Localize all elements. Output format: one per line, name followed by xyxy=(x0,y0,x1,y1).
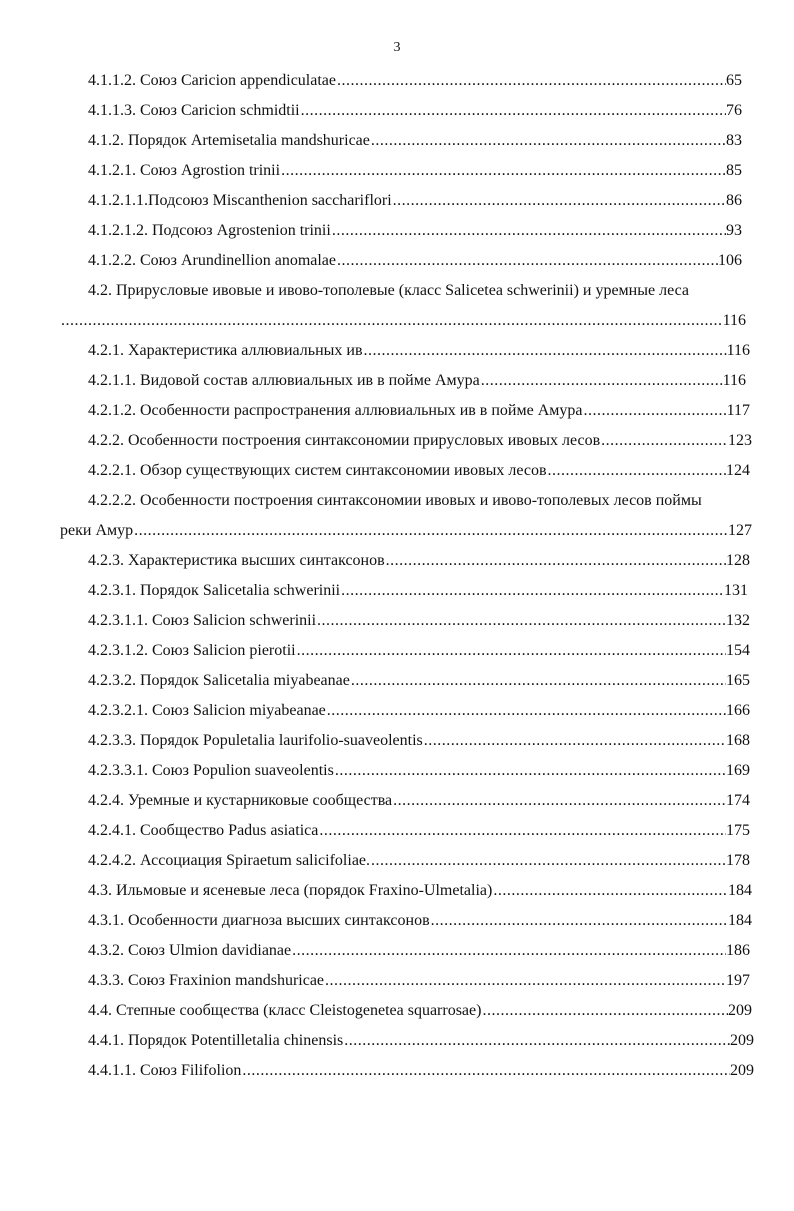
toc-entry-title: 4.1.2.1.1.Подсоюз Miscanthenion sacchariflori xyxy=(88,192,392,209)
toc-row-4-2-2 xyxy=(0,426,794,456)
dot-leader xyxy=(241,1056,730,1086)
toc-entry-page: 209 xyxy=(730,1032,754,1049)
toc-row-4-2-3 xyxy=(0,546,794,576)
toc-entry xyxy=(88,846,750,876)
toc-entry-title: 4.2.1. Характеристика аллювиальных ив xyxy=(88,342,363,359)
toc-entry-page: 83 xyxy=(726,132,742,149)
toc-entry xyxy=(88,456,750,486)
toc-entry-page: 127 xyxy=(728,522,752,539)
toc-entry xyxy=(88,546,750,576)
toc-entry-page: 209 xyxy=(730,1062,754,1079)
toc-row-4-2-3-1-1 xyxy=(0,606,794,636)
toc-entry-title: 4.2.2.1. Обзор существующих систем синтаксономии ивовых лесов xyxy=(88,462,547,479)
toc-entry xyxy=(88,216,742,246)
dot-leader xyxy=(385,546,726,576)
toc-entry-page: 116 xyxy=(722,312,746,329)
toc-entry-title: 4.2.1.2. Особенности распространения аллювиальных ив в пойме Амура xyxy=(88,402,583,419)
toc-entry-page: 123 xyxy=(728,432,752,449)
toc-entry-title: 4.4. Степные сообщества (класс Cleistogenetea squarrosae) xyxy=(88,1002,482,1019)
toc-entry-title: 4.1.2.1.2. Подсоюз Agrostenion trinii xyxy=(88,222,331,239)
toc-entry-page: 65 xyxy=(726,72,742,89)
toc-entry-page: 132 xyxy=(726,612,750,629)
toc-entry-page: 178 xyxy=(726,852,750,869)
toc-entry-title: 4.3.1. Особенности диагноза высших синтаксонов xyxy=(88,912,430,929)
dot-leader xyxy=(350,666,726,696)
toc-entry-title: 4.2.3.3.1. Союз Populion suaveolentis xyxy=(88,762,334,779)
toc-entry-page: 184 xyxy=(728,882,752,899)
toc-entry-title: 4.2.2. Особенности построения синтаксономии прирусловых ивовых лесов xyxy=(88,432,601,449)
table-of-contents xyxy=(0,66,794,1086)
dot-leader xyxy=(430,906,728,936)
toc-entry-title: 4.4.1.1. Союз Filifolion xyxy=(88,1062,242,1079)
toc-entry xyxy=(88,126,742,156)
dot-leader xyxy=(340,576,724,606)
toc-row-4-1-2-1-2 xyxy=(0,216,794,246)
toc-entry xyxy=(88,696,750,726)
dot-leader xyxy=(600,426,728,456)
toc-row-4-2-3-2-1 xyxy=(0,696,794,726)
toc-entry-page: 154 xyxy=(726,642,750,659)
toc-row-4-2-3-3-1 xyxy=(0,756,794,786)
toc-row-4-2-2-2-line1 xyxy=(0,486,794,516)
toc-entry-page: 169 xyxy=(726,762,750,779)
dot-leader xyxy=(481,996,728,1026)
toc-entry xyxy=(60,306,746,336)
toc-entry-page: 128 xyxy=(726,552,750,569)
toc-entry xyxy=(88,606,750,636)
toc-entry-page: 116 xyxy=(726,342,750,359)
dot-leader xyxy=(60,306,723,336)
toc-entry-title: 4.2.4. Уремные и кустарниковые сообщества xyxy=(88,792,393,809)
toc-entry xyxy=(88,366,746,396)
dot-leader xyxy=(392,186,726,216)
toc-row-4-2-4-1 xyxy=(0,816,794,846)
dot-leader xyxy=(324,966,726,996)
toc-entry-page: 166 xyxy=(726,702,750,719)
dot-leader xyxy=(336,246,718,276)
toc-entry-page: 165 xyxy=(726,672,750,689)
toc-entry-page: 186 xyxy=(726,942,750,959)
toc-row-4-3 xyxy=(0,876,794,906)
toc-row-4-2-4-2 xyxy=(0,846,794,876)
toc-row-4-2-1 xyxy=(0,336,794,366)
toc-row-4-2-3-2 xyxy=(0,666,794,696)
dot-leader xyxy=(363,336,727,366)
toc-row-4-2-3-1-2 xyxy=(0,636,794,666)
dot-leader xyxy=(480,366,723,396)
dot-leader xyxy=(423,726,726,756)
toc-entry-title: 4.1.2. Порядок Artemisetalia mandshuricae xyxy=(88,132,370,149)
toc-entry-page: 85 xyxy=(726,162,742,179)
toc-entry-title: 4.4.1. Порядок Potentilletalia chinensis xyxy=(88,1032,344,1049)
dot-leader xyxy=(300,96,726,126)
toc-row-4-2-4 xyxy=(0,786,794,816)
toc-row-4-4-1-1 xyxy=(0,1056,794,1086)
dot-leader xyxy=(370,846,726,876)
toc-entry-title: 4.2.3.1.2. Союз Salicion pierotii xyxy=(88,642,296,659)
toc-entry xyxy=(88,786,750,816)
toc-row-4-1-2 xyxy=(0,126,794,156)
toc-row-4-3-1 xyxy=(0,906,794,936)
toc-entry xyxy=(88,156,742,186)
toc-entry xyxy=(88,576,748,606)
toc-entry-title: 4.2.3.2.1. Союз Salicion miyabeanae xyxy=(88,702,326,719)
toc-entry-title: 4.2.4.2. Ассоциация Spiraetum salicifoliae. xyxy=(88,852,371,869)
toc-row-4-2-3-3 xyxy=(0,726,794,756)
dot-leader xyxy=(318,816,726,846)
toc-entry-page: 86 xyxy=(726,192,742,209)
toc-row-4-3-3 xyxy=(0,966,794,996)
toc-entry-title: 4.1.2.2. Союз Arundinellion anomalae xyxy=(88,252,337,269)
dot-leader xyxy=(370,126,726,156)
toc-entry xyxy=(88,246,742,276)
toc-entry-page: 209 xyxy=(728,1002,752,1019)
dot-leader xyxy=(291,936,726,966)
toc-entry xyxy=(88,726,750,756)
toc-entry-title: 4.3. Ильмовые и ясеневые леса (порядок Fraxino-Ulmetalia) xyxy=(88,882,493,899)
toc-row-4-2-line2 xyxy=(0,306,794,336)
toc-entry xyxy=(88,1026,754,1056)
toc-entry-title: 4.2.3.2. Порядок Salicetalia miyabeanae xyxy=(88,672,350,689)
dot-leader xyxy=(280,156,726,186)
toc-entry xyxy=(88,816,750,846)
toc-entry-page: 124 xyxy=(726,462,750,479)
toc-entry-page: 76 xyxy=(726,102,742,119)
toc-row-4-1-1-3 xyxy=(0,96,794,126)
toc-row-4-1-1-2 xyxy=(0,66,794,96)
toc-entry xyxy=(88,636,750,666)
toc-entry-page: 131 xyxy=(724,582,748,599)
toc-row-4-1-2-2 xyxy=(0,246,794,276)
toc-entry-title: 4.1.1.3. Союз Caricion schmidtii xyxy=(88,102,300,119)
toc-entry xyxy=(60,516,752,546)
toc-entry-title: 4.3.3. Союз Fraxinion mandshuricae xyxy=(88,972,325,989)
toc-entry xyxy=(88,1056,754,1086)
dot-leader xyxy=(547,456,726,486)
toc-entry-title: 4.2.3.1. Порядок Salicetalia schwerinii xyxy=(88,582,341,599)
toc-entry-title: 4.2.3.3. Порядок Populetalia laurifolio-suaveolentis xyxy=(88,732,423,749)
toc-entry-page: 93 xyxy=(726,222,742,239)
toc-entry-page: 116 xyxy=(722,372,746,389)
dot-leader xyxy=(343,1026,730,1056)
toc-row-4-2-1-2 xyxy=(0,396,794,426)
toc-entry-title: 4.3.2. Союз Ulmion davidianae xyxy=(88,942,292,959)
toc-entry-page: 175 xyxy=(726,822,750,839)
toc-entry-page: 197 xyxy=(726,972,750,989)
toc-row-4-4-1 xyxy=(0,1026,794,1056)
toc-entry-page: 117 xyxy=(726,402,750,419)
dot-leader xyxy=(492,876,728,906)
page-number: 3 xyxy=(393,40,401,55)
toc-row-4-2-2-1 xyxy=(0,456,794,486)
toc-entry-title: 4.2. Прирусловые ивовые и ивово-тополевые (класс Salicetea schwerinii) и уремные леса xyxy=(88,282,689,299)
toc-entry-title: 4.2.3.1.1. Союз Salicion schwerinii xyxy=(88,612,317,629)
toc-row-4-4 xyxy=(0,996,794,1026)
toc-entry-title: 4.2.3. Характеристика высших синтаксонов xyxy=(88,552,385,569)
dot-leader xyxy=(133,516,728,546)
toc-entry xyxy=(88,936,750,966)
toc-entry-page: 106 xyxy=(718,252,742,269)
toc-entry xyxy=(88,876,752,906)
toc-row-4-2-2-2-line2 xyxy=(0,516,794,546)
toc-entry-title: 4.2.2.2. Особенности построения синтаксономии ивовых и ивово-тополевых лесов поймы xyxy=(88,492,702,509)
dot-leader xyxy=(334,756,726,786)
toc-entry-title: 4.1.1.2. Союз Caricion appendiculatae xyxy=(88,72,336,89)
toc-entry-title-continued: реки Амур xyxy=(60,522,134,539)
toc-row-4-2-1-1 xyxy=(0,366,794,396)
toc-entry-page: 168 xyxy=(726,732,750,749)
dot-leader xyxy=(316,606,726,636)
dot-leader xyxy=(336,66,726,96)
toc-entry xyxy=(88,996,752,1026)
toc-entry xyxy=(88,396,750,426)
toc-entry-page: 174 xyxy=(726,792,750,809)
toc-entry-title: 4.2.4.1. Сообщество Padus asiatica xyxy=(88,822,319,839)
toc-row-4-2-3-1 xyxy=(0,576,794,606)
dot-leader xyxy=(331,216,726,246)
dot-leader xyxy=(392,786,726,816)
toc-entry xyxy=(88,756,750,786)
toc-row-4-2-line1 xyxy=(0,276,794,306)
toc-entry xyxy=(88,966,750,996)
dot-leader xyxy=(583,396,727,426)
toc-row-4-1-2-1 xyxy=(0,156,794,186)
dot-leader xyxy=(296,636,726,666)
toc-entry-page: 184 xyxy=(728,912,752,929)
dot-leader xyxy=(326,696,726,726)
toc-entry xyxy=(88,96,742,126)
toc-entry-title: 4.2.1.1. Видовой состав аллювиальных ив в пойме Амура xyxy=(88,372,480,389)
toc-entry xyxy=(88,666,750,696)
toc-entry xyxy=(88,336,750,366)
toc-row-4-1-2-1-1 xyxy=(0,186,794,216)
toc-entry xyxy=(88,906,752,936)
toc-entry xyxy=(88,66,742,96)
toc-entry-title: 4.1.2.1. Союз Agrostion trinii xyxy=(88,162,281,179)
toc-entry xyxy=(88,186,742,216)
toc-entry xyxy=(88,426,752,456)
toc-row-4-3-2 xyxy=(0,936,794,966)
